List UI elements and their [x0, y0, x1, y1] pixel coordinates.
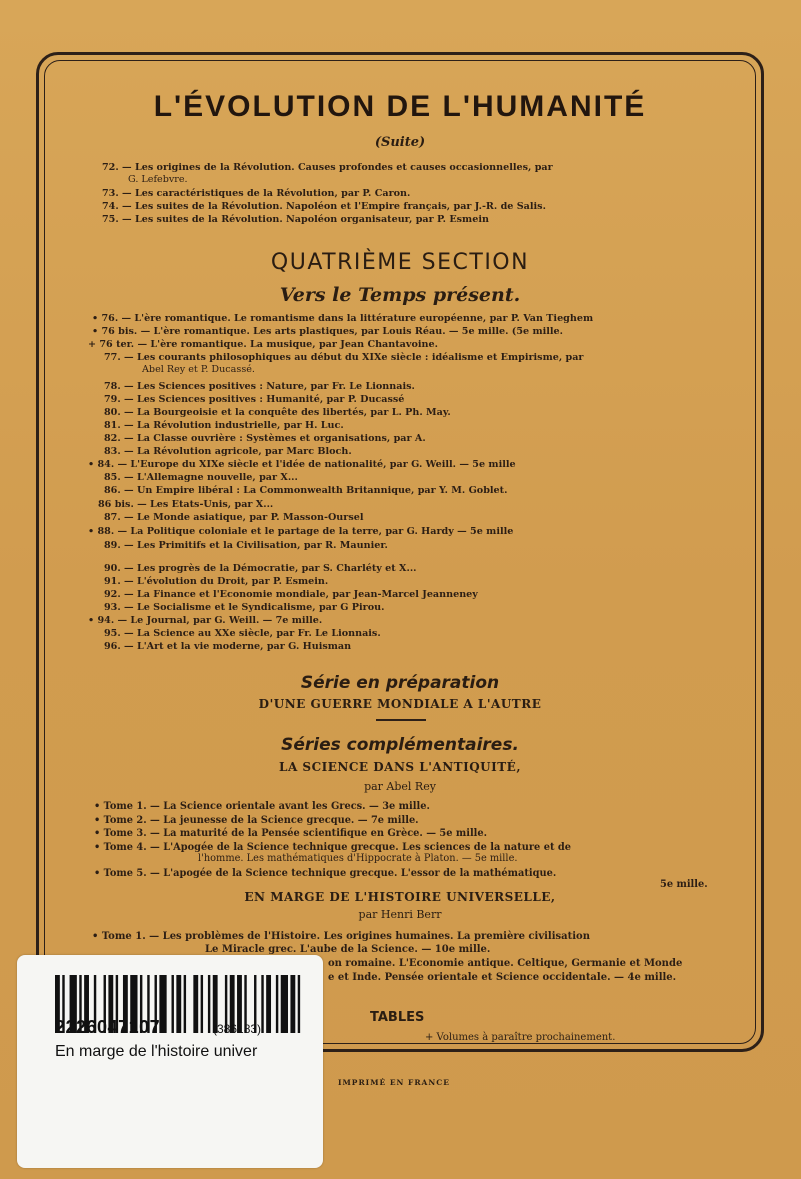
list-item: + 76 ter. — L'ère romantique. La musique, par Jean Chantavoine.: [88, 339, 438, 350]
list-item: on romaine. L'Economie antique. Celtique, Germanie et Monde: [328, 958, 683, 969]
suite-label: (Suite): [374, 135, 426, 150]
list-item: 75. — Les suites de la Révolution. Napoléon organisateur, par P. Esmein: [102, 214, 489, 225]
list-item: • Tome 1. — La Science orientale avant les Grecs. — 3e mille.: [94, 801, 430, 812]
imprint-label: IMPRIMÉ EN FRANCE: [338, 1078, 450, 1087]
sticker-caption: En marge de l'histoire univer: [55, 1043, 258, 1060]
marge-title: EN MARGE DE L'HISTOIRE UNIVERSELLE,: [244, 890, 556, 904]
tables-heading: TABLES: [370, 1010, 425, 1025]
list-item: • 76 bis. — L'ère romantique. Les arts plastiques, par Louis Réau. — 5e mille. (5e mille.: [92, 326, 563, 337]
section-subheading: Vers le Temps présent.: [279, 284, 521, 306]
section-heading: QUATRIÈME SECTION: [270, 250, 530, 275]
list-item: Abel Rey et P. Ducassé.: [142, 364, 255, 375]
list-item: e et Inde. Pensée orientale et Science occidentale. — 4e mille.: [328, 972, 677, 983]
list-item: • Tome 1. — Les problèmes de l'Histoire. Les origines humaines. La première civilisation: [92, 931, 590, 942]
list-item: 95. — La Science au XXe siècle, par Fr. Le Lionnais.: [104, 628, 381, 639]
list-item: • Tome 5. — L'apogée de la Science technique grecque. L'essor de la mathématique.: [94, 868, 557, 879]
list-item: 87. — Le Monde asiatique, par P. Masson-Oursel: [104, 512, 364, 523]
list-item: 90. — Les progrès de la Démocratie, par S. Charléty et X...: [104, 563, 417, 574]
list-item: l'homme. Les mathématiques d'Hippocrate à Platon. — 5e mille.: [198, 853, 518, 864]
preparation-title: Série en préparation: [300, 673, 500, 693]
marge-author: par Henri Berr: [358, 908, 442, 921]
isbn-number: 2226047107: [55, 1017, 161, 1037]
list-item: 5e mille.: [660, 879, 708, 890]
list-item: 83. — La Révolution agricole, par Marc Bloch.: [104, 446, 352, 457]
list-item: 78. — Les Sciences positives : Nature, par Fr. Le Lionnais.: [104, 381, 415, 392]
page-title: L'ÉVOLUTION DE L'HUMANITÉ: [153, 90, 647, 123]
list-item: 72. — Les origines de la Révolution. Causes profondes et causes occasionnelles, par: [102, 162, 553, 173]
list-item: • 84. — L'Europe du XIXe siècle et l'idée de nationalité, par G. Weill. — 5e mille: [88, 459, 516, 470]
list-item: • Tome 4. — L'Apogée de la Science technique grecque. Les sciences de la nature et de: [94, 842, 571, 853]
list-item: 93. — Le Socialisme et le Syndicalisme, par G Pirou.: [104, 602, 385, 613]
inventory-code: (386183): [213, 1022, 262, 1036]
list-item: 79. — Les Sciences positives : Humanité, par P. Ducassé: [104, 394, 405, 405]
list-item: • 88. — La Politique coloniale et le partage de la terre, par G. Hardy — 5e mille: [88, 526, 514, 537]
complementaires-subtitle: LA SCIENCE DANS L'ANTIQUITÉ,: [279, 760, 521, 774]
list-item: 86. — Un Empire libéral : La Commonwealth Britannique, par Y. M. Goblet.: [104, 485, 508, 496]
forthcoming-note: + Volumes à paraître prochainement.: [425, 1032, 616, 1043]
list-item: • Tome 3. — La maturité de la Pensée scientifique en Grèce. — 5e mille.: [94, 828, 488, 839]
list-item: 89. — Les Primitifs et la Civilisation, par R. Maunier.: [104, 540, 388, 551]
list-item: 73. — Les caractéristiques de la Révolution, par P. Caron.: [102, 188, 411, 199]
list-item: • 94. — Le Journal, par G. Weill. — 7e mille.: [88, 615, 323, 626]
divider: [376, 719, 426, 721]
list-item: 77. — Les courants philosophiques au début du XIXe siècle : idéalisme et Empirisme, par: [104, 352, 584, 363]
list-item: 92. — La Finance et l'Economie mondiale, par Jean-Marcel Jeanneney: [104, 589, 478, 600]
list-item: • 76. — L'ère romantique. Le romantisme dans la littérature européenne, par P. Van Tieghem: [92, 313, 594, 324]
preparation-subtitle: D'UNE GUERRE MONDIALE A L'AUTRE: [258, 697, 542, 711]
list-item: G. Lefebvre.: [128, 174, 188, 185]
list-item: • Tome 2. — La jeunesse de la Science grecque. — 7e mille.: [94, 815, 419, 826]
list-item: 74. — Les suites de la Révolution. Napoléon et l'Empire français, par J.-R. de Salis.: [102, 201, 546, 212]
list-item: 85. — L'Allemagne nouvelle, par X...: [104, 472, 298, 483]
list-item: 91. — L'évolution du Droit, par P. Esmein.: [104, 576, 329, 587]
complementaires-author: par Abel Rey: [364, 780, 436, 793]
list-item: 81. — La Révolution industrielle, par H. Luc.: [104, 420, 344, 431]
list-item: 80. — La Bourgeoisie et la conquête des libertés, par L. Ph. May.: [104, 407, 451, 418]
barcode-sticker: [17, 955, 323, 1168]
list-item: 86 bis. — Les Etats-Unis, par X...: [98, 499, 274, 510]
list-item: Le Miracle grec. L'aube de la Science. — 10e mille.: [205, 944, 491, 955]
complementaires-title: Séries complémentaires.: [281, 735, 519, 755]
list-item: 96. — L'Art et la vie moderne, par G. Huisman: [104, 641, 352, 652]
list-item: 82. — La Classe ouvrière : Systèmes et organisations, par A.: [104, 433, 426, 444]
